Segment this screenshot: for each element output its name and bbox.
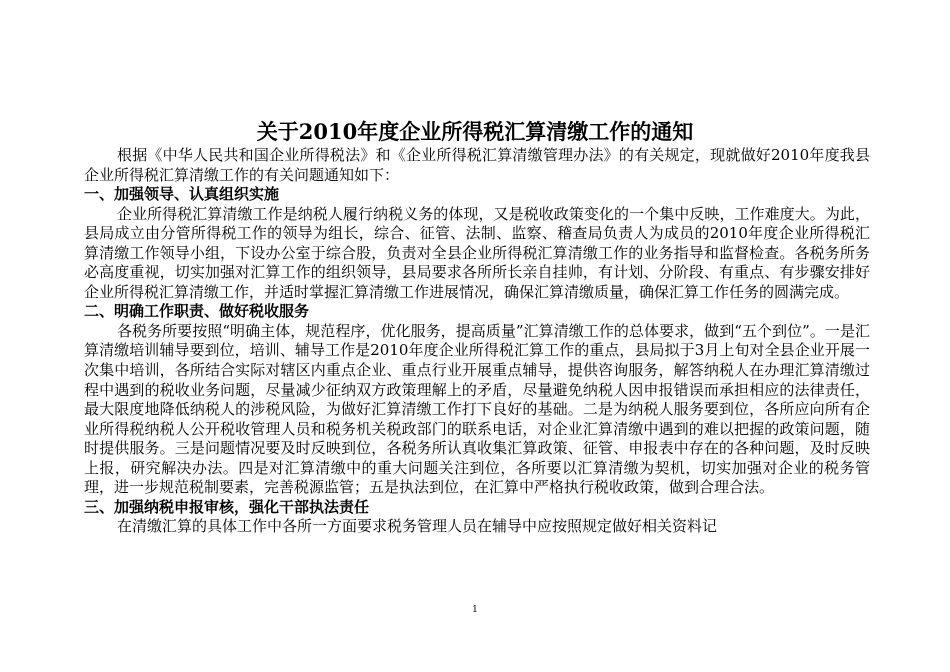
section-heading-1: 一、加强领导、认真组织实施 bbox=[84, 185, 280, 204]
section-paragraph-1: 企业所得税汇算清缴工作是纳税人履行纳税义务的体现，又是税收政策变化的一个集中反映，工作难度大。为此，县局成立由分管所得税工作的领导为组长，综合、征管、法制、监察、稽查局负责人为成员的2010年度企业所得税汇算清缴工作领导小组，下设办公室于综合股，负责对全县企业所得税汇算清缴工作的业务指导和监督检查。各税务所务必高度重视，切实加强对汇算工作的组织领导，县局要求各所所长亲自挂帅，有计划、分阶段、有重点、有步骤安排好企业所得税汇算清缴工作，并适时掌握汇算清缴工作进展情况，确保汇算清缴质量，确保汇算工作任务的圆满完成。 bbox=[84, 204, 870, 301]
intro-paragraph: 根据《中华人民共和国企业所得税法》和《企业所得税汇算清缴管理办法》的有关规定，现就做好2010年度我县企业所得税汇算清缴工作的有关问题通知如下： bbox=[84, 146, 870, 184]
section-paragraph-2: 各税务所要按照“明确主体，规范程序，优化服务，提高质量”汇算清缴工作的总体要求，做到“五个到位”。一是汇算清缴培训辅导要到位，培训、辅导工作是2010年度企业所得税汇算工作的重点，县局拟于3月上旬对全县企业开展一次集中培训，各所结合实际对辖区内重点企业、重点行业开展重点辅导，提供咨询服务，解答纳税人在办理汇算清缴过程中遇到的税收业务问题，尽量减少征纳双方政策理解上的矛盾，尽量避免纳税人因申报错误而承担相应的法律责任，最大限度地降低纳税人的涉税风险，为做好汇算清缴工作打下良好的基础。二是为纳税人服务要到位，各所应向所有企业所得税纳税人公开税收管理人员和税务机关税政部门的联系电话，对企业汇算清缴中遇到的难以把握的政策问题，随时提供服务。三是问题情况要及时反映到位，各税务所认真收集汇算政策、征管、申报表中存在的各种问题，及时反映上报，研究解决办法。四是对汇算清缴中的重大问题关注到位，各所要以汇算清缴为契机，切实加强对企业的税务管理，进一步规范税制要素，完善税源监管；五是执法到位，在汇算中严格执行税收政策，做到合理合法。 bbox=[84, 321, 870, 497]
page-number: 1 bbox=[472, 605, 478, 615]
section-heading-2: 二、明确工作职责、做好税收服务 bbox=[84, 302, 310, 321]
document-title: 关于2010年度企业所得税汇算清缴工作的通知 bbox=[256, 119, 694, 144]
section-paragraph-3: 在清缴汇算的具体工作中各所一方面要求税务管理人员在辅导中应按照规定做好相关资料记 bbox=[117, 517, 718, 536]
section-heading-3: 三、加强纳税申报审核，强化干部执法责任 bbox=[84, 497, 370, 516]
document-body bbox=[84, 146, 870, 537]
